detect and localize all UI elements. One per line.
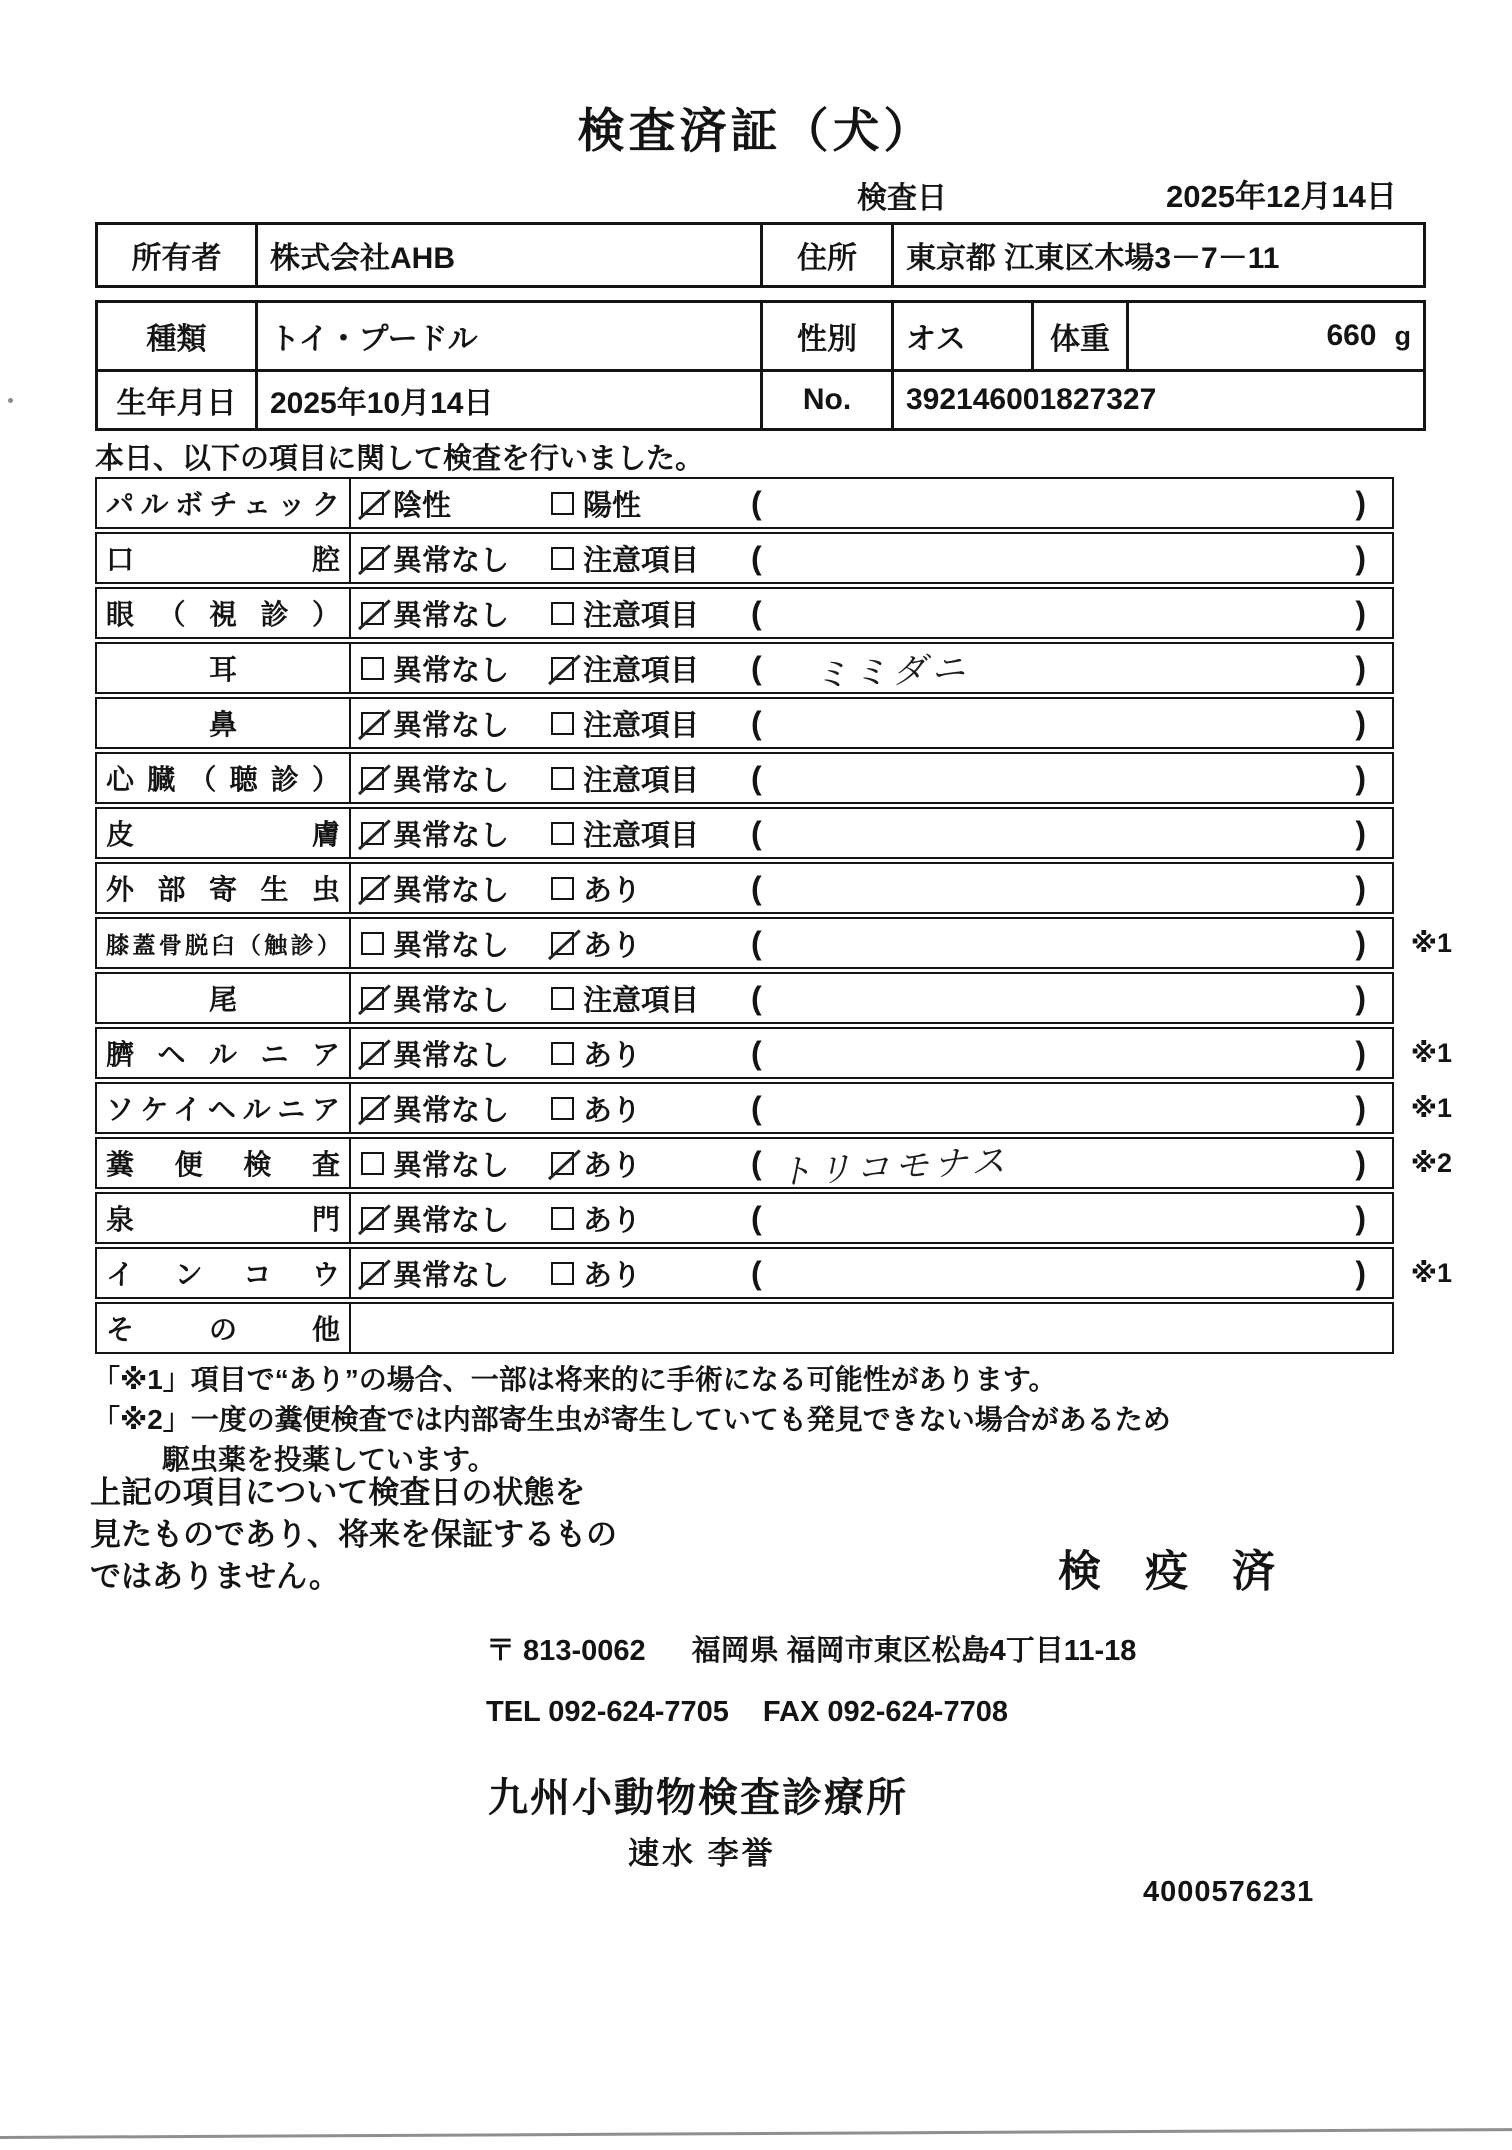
weight-value-cell [1126, 303, 1423, 369]
paren-close: ) [1355, 979, 1366, 1016]
option-label: あり [583, 1204, 642, 1237]
checkbox-icon [551, 602, 574, 625]
paren-open: ( [751, 594, 762, 631]
checkbox-icon [551, 1097, 574, 1120]
table-row [95, 1247, 1452, 1299]
checkbox-checked-icon [361, 1042, 384, 1065]
footnote-mark: ※1 [1410, 1093, 1452, 1123]
checkbox-checked-icon [361, 767, 384, 790]
table-row [95, 972, 1394, 1024]
pet-table [95, 300, 1426, 431]
paren-open: ( [751, 649, 762, 686]
option-label: 陰性 [393, 489, 452, 522]
checkbox-checked-icon [361, 492, 384, 515]
footnote-mark: ※1 [1410, 1258, 1452, 1288]
paper-edge-line [0, 2128, 1512, 2139]
row-label: 皮膚 [106, 819, 340, 850]
exam-date-label: 検査日 [857, 182, 947, 215]
paren-open: ( [751, 1089, 762, 1126]
paren-close: ) [1355, 539, 1366, 576]
paren-open: ( [751, 1254, 762, 1291]
exam-table [95, 477, 1452, 1357]
paren-open: ( [751, 759, 762, 796]
weight-label: 体重 [1031, 303, 1126, 369]
option-label: 異常なし [393, 544, 510, 577]
row-label: 口腔 [106, 544, 340, 575]
footnote-mark: ※1 [1410, 1038, 1452, 1068]
paren-open: ( [751, 704, 762, 741]
no-value: 392146001827327 [891, 372, 1423, 428]
row-label: 泉門 [106, 1204, 340, 1235]
paren-open: ( [751, 1034, 762, 1071]
option-label: 注意項目 [583, 819, 700, 852]
clinic-name: 九州小動物検査診療所 [488, 1776, 908, 1820]
option-label: 異常なし [393, 874, 510, 907]
paren-close: ) [1355, 924, 1366, 961]
checkbox-icon [361, 932, 384, 955]
checkbox-icon [361, 1152, 384, 1175]
scan-artifact-dot [8, 398, 13, 403]
paren-close: ) [1355, 1089, 1366, 1126]
option-label: 注意項目 [583, 654, 700, 687]
paren-close: ) [1355, 594, 1366, 631]
clinic-address: 福岡県 福岡市東区松島4丁目11-18 [691, 1635, 1137, 1667]
owner-value: 株式会社AHB [255, 225, 760, 285]
paren-open: ( [751, 814, 762, 851]
table-row [95, 1192, 1394, 1244]
veterinarian-name: 速水 李誉 [628, 1836, 776, 1871]
paren-open: ( [751, 484, 762, 521]
checkbox-checked-icon [361, 822, 384, 845]
footnote-2: 「※2」一度の糞便検査では内部寄生虫が寄生していても発見できない場合があるため [92, 1404, 1171, 1435]
table-row [95, 587, 1394, 639]
no-label: No. [760, 372, 891, 428]
breed-label: 種類 [146, 323, 207, 356]
postal-code: 〒 813-0062 [486, 1635, 646, 1667]
table-row [95, 1137, 1452, 1192]
exam-date-value: 2025年12月14日 [1166, 179, 1397, 214]
paren-close: ) [1355, 869, 1366, 906]
checkbox-checked-icon [361, 877, 384, 900]
checkbox-icon [551, 987, 574, 1010]
option-label: 異常なし [393, 1149, 510, 1182]
address-value: 東京都 江東区木場3－7－11 [891, 225, 1423, 285]
birth-label: 生年月日 [116, 387, 237, 420]
paren-close: ) [1355, 484, 1366, 521]
table-row [95, 807, 1394, 859]
paren-close: ) [1355, 1144, 1366, 1181]
option-label: 異常なし [393, 764, 510, 797]
clinic-contact-line [486, 1696, 1008, 1729]
pet-row-2 [98, 372, 1423, 428]
statement-line: 見たものであり、将来を保証するもの [90, 1517, 617, 1552]
table-row [95, 697, 1394, 749]
table-row [95, 917, 1452, 969]
handwritten-note: ミミダニ [812, 648, 971, 695]
paren-open: ( [751, 979, 762, 1016]
option-label: あり [583, 929, 642, 962]
paren-close: ) [1355, 1199, 1366, 1236]
row-label: 臍ヘルニア [106, 1039, 340, 1070]
table-row [95, 1027, 1452, 1079]
serial-number: 4000576231 [1143, 1876, 1315, 1908]
table-row [95, 642, 1394, 694]
checkbox-checked-icon [361, 987, 384, 1010]
option-label: 注意項目 [583, 599, 700, 632]
page-title: 検査済証（犬） [577, 104, 935, 157]
checkbox-checked-icon [361, 712, 384, 735]
pet-row-1 [98, 303, 1423, 372]
row-label: 膝蓋骨脱臼（触診） [106, 931, 340, 958]
checkbox-icon [551, 1262, 574, 1285]
row-label: 糞便検査 [106, 1149, 340, 1180]
footnote-mark: ※2 [1410, 1148, 1452, 1178]
table-row [95, 1302, 1394, 1354]
paren-open: ( [751, 1144, 762, 1181]
option-label: 異常なし [393, 929, 510, 962]
option-label: 異常なし [393, 1039, 510, 1072]
paren-close: ) [1355, 1254, 1366, 1291]
clinic-address-line [486, 1628, 1136, 1669]
row-label: 尾 [208, 984, 237, 1015]
option-label: あり [583, 874, 642, 907]
birth-value: 2025年10月14日 [255, 372, 760, 428]
row-label: 耳 [208, 654, 237, 685]
paren-open: ( [751, 869, 762, 906]
statement-line: 上記の項目について検査日の状態を [90, 1475, 586, 1510]
paren-open: ( [751, 924, 762, 961]
checkbox-icon [551, 712, 574, 735]
intro-text: 本日、以下の項目に関して検査を行いました。 [95, 443, 705, 475]
row-label: 外部寄生虫 [106, 874, 340, 905]
checkbox-icon [551, 877, 574, 900]
table-row [95, 532, 1394, 584]
option-label: 異常なし [393, 1204, 510, 1237]
owner-label: 所有者 [131, 242, 222, 275]
footnote-2-cont: 駆虫薬を投薬しています。 [162, 1444, 496, 1475]
table-row [95, 477, 1394, 529]
checkbox-checked-icon [361, 1097, 384, 1120]
paren-open: ( [751, 539, 762, 576]
option-label: あり [583, 1259, 642, 1292]
weight-unit: g [1394, 320, 1411, 351]
option-label: 注意項目 [583, 709, 700, 742]
sex-value: オス [891, 303, 1031, 369]
option-label: あり [583, 1094, 642, 1127]
statement-line: ではありません。 [90, 1559, 340, 1594]
footnote-1: 「※1」項目で“あり”の場合、一部は将来的に手術になる可能性があります。 [92, 1364, 1057, 1395]
checkbox-icon [551, 1042, 574, 1065]
row-label: インコウ [106, 1259, 340, 1290]
option-label: 注意項目 [583, 764, 700, 797]
paren-close: ) [1355, 649, 1366, 686]
checkbox-icon [551, 767, 574, 790]
owner-table [95, 222, 1426, 288]
checkbox-icon [551, 492, 574, 515]
clinic-tel: TEL 092-624-7705 [486, 1696, 729, 1728]
paren-open: ( [751, 1199, 762, 1236]
checkbox-checked-icon [361, 602, 384, 625]
option-label: 異常なし [393, 1259, 510, 1292]
checkbox-icon [551, 1207, 574, 1230]
checkbox-checked-icon [361, 547, 384, 570]
option-label: 異常なし [393, 1094, 510, 1127]
option-label: 異常なし [393, 654, 510, 687]
option-label: 異常なし [393, 599, 510, 632]
clinic-fax: FAX 092-624-7708 [762, 1696, 1008, 1728]
row-label: 眼（視診） [106, 599, 340, 630]
option-label: 異常なし [393, 819, 510, 852]
checkbox-checked-icon [551, 932, 574, 955]
handwritten-note: トリコモナス [777, 1141, 1011, 1192]
checkbox-checked-icon [361, 1207, 384, 1230]
disclaimer-statement [90, 1472, 617, 1598]
option-label: あり [583, 1149, 642, 1182]
table-row [95, 1082, 1452, 1134]
table-row [95, 752, 1394, 804]
checkbox-checked-icon [361, 1262, 384, 1285]
row-label: パルボチェック [106, 489, 340, 520]
address-label: 住所 [760, 225, 891, 285]
option-label: 注意項目 [583, 984, 700, 1017]
checkbox-checked-icon [551, 657, 574, 680]
row-label: その他 [106, 1314, 340, 1345]
sex-label: 性別 [760, 303, 891, 369]
paren-close: ) [1355, 1034, 1366, 1071]
owner-row [98, 225, 1423, 285]
paren-close: ) [1355, 814, 1366, 851]
checkbox-checked-icon [551, 1152, 574, 1175]
checkbox-icon [551, 822, 574, 845]
paren-close: ) [1355, 759, 1366, 796]
row-label: 鼻 [208, 709, 237, 740]
checkbox-icon [551, 547, 574, 570]
paren-close: ) [1355, 704, 1366, 741]
option-label: 異常なし [393, 984, 510, 1017]
row-label: ソケイヘルニア [106, 1094, 340, 1125]
footnote-mark: ※1 [1410, 928, 1452, 958]
option-label: あり [583, 1039, 642, 1072]
table-row [95, 862, 1394, 914]
row-label: 心臓（聴診） [106, 764, 340, 795]
quarantine-stamp: 検 疫 済 [1058, 1548, 1291, 1596]
breed-value: トイ・プードル [255, 303, 760, 369]
option-label: 注意項目 [583, 544, 700, 577]
option-label: 異常なし [393, 709, 510, 742]
weight-value: 660 [1326, 319, 1377, 352]
checkbox-icon [361, 657, 384, 680]
option-label: 陽性 [583, 489, 642, 522]
